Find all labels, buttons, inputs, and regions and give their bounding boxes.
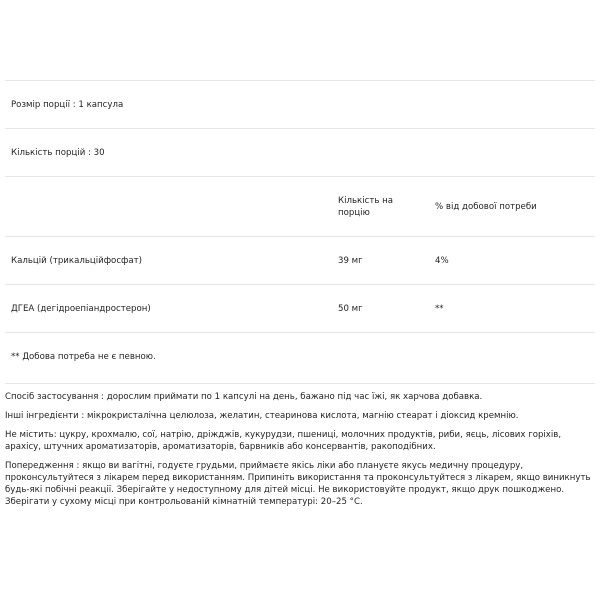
daily-value-note-row xyxy=(5,332,595,384)
daily-value-header: % від добової потреби xyxy=(435,202,537,212)
usage-paragraph xyxy=(5,391,593,403)
warning-label: Попередження : xyxy=(5,461,80,471)
nutrient-name: Кальцій (трикальційфосфат) xyxy=(11,256,143,266)
warning-paragraph xyxy=(5,460,593,508)
free-from-label: Не містить: xyxy=(5,430,57,440)
usage-label: Спосіб застосування : xyxy=(5,392,105,402)
ingredients-paragraph xyxy=(5,410,593,422)
ingredients-label: Інші інгредієнти : xyxy=(5,411,85,421)
supplement-facts-table xyxy=(5,80,595,384)
ingredients-text: мікрокристалічна целюлоза, желатин, стеаринова кислота, магнію стеарат і діоксид кремнію. xyxy=(84,411,519,421)
servings-per-container: Кількість порцій : 30 xyxy=(11,148,105,158)
usage-text: дорослим приймати по 1 капсулі на день, бажано під час їжі, як харчова добавка. xyxy=(104,392,483,402)
serving-size: Розмір порції : 1 капсула xyxy=(11,100,124,110)
amount-per-serving-header: Кількість на порцію xyxy=(338,196,394,218)
nutrient-name: ДГЕА (дегідроепіандростерон) xyxy=(11,304,151,314)
table-row xyxy=(5,284,595,332)
nutrient-daily-value: 4% xyxy=(435,256,449,266)
warning-text: якщо ви вагітні, годуєте грудьми, приймаєте якісь ліки або плануєте якусь медичну процедуру, проконсультуйтеся з лікарем перед використанням. Припиніть використання та проконсультуйтеся з лікарем, якщо виникнуть будь-які побічні реакції. Зберігайте у недоступному для дітей місці. Не використовуйте продукт, якщо друк пошкоджено. Зберігати у сухому місці при контрольованій кімнатній температурі: 20–25 °C. xyxy=(5,461,591,507)
nutrient-amount: 50 мг xyxy=(338,304,363,314)
product-info xyxy=(5,391,593,508)
serving-size-row xyxy=(5,80,595,128)
free-from-paragraph xyxy=(5,429,593,453)
daily-value-note: ** Добова потреба не є певною. xyxy=(11,352,156,362)
nutrient-daily-value: ** xyxy=(435,304,444,314)
free-from-text: цукру, крохмалю, сої, натрію, дріжджів, кукурудзи, пшениці, молочних продуктів, риби, яєць, лісових горіхів, арахісу, штучних ароматизаторів, ароматизаторів, барвників або консервантів, ракоподібних. xyxy=(5,430,562,452)
servings-per-container-row xyxy=(5,128,595,176)
table-row xyxy=(5,236,595,284)
nutrient-amount: 39 мг xyxy=(338,256,363,266)
table-header-row xyxy=(5,176,595,236)
